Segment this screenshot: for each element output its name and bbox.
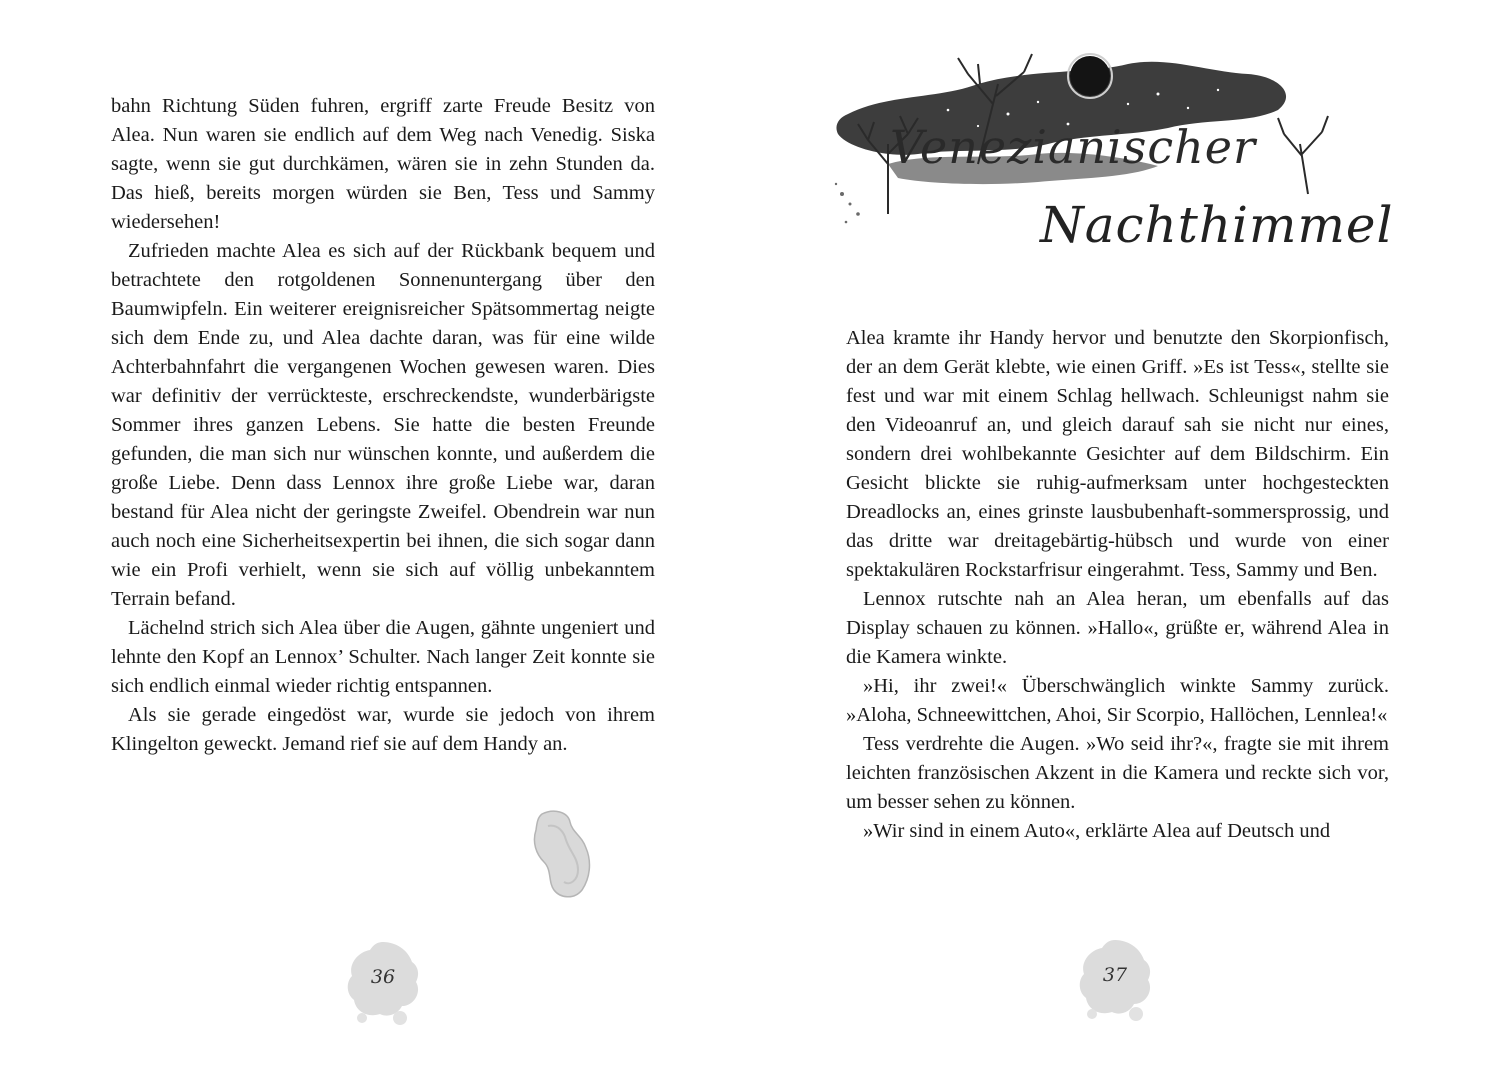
paragraph: »Hi, ihr zwei!« Überschwänglich winkte Sammy zurück. »Aloha, Schneewittchen, Ahoi, Sir Scorpio, Hallöchen, Lennlea!« bbox=[846, 675, 1389, 726]
paragraph: Tess verdrehte die Augen. »Wo seid ihr?«, fragte sie mit ihrem leichten französischen Akzent in die Kamera und reckte sich vor, um besser sehen zu können. bbox=[846, 733, 1389, 813]
right-page-text bbox=[846, 324, 1389, 846]
page-number: 36 bbox=[370, 966, 396, 988]
chapter-title-line1: Venezianischer bbox=[890, 120, 1256, 174]
page-number: 37 bbox=[1102, 964, 1128, 986]
ink-splash-decoration bbox=[528, 806, 598, 902]
page-number-badge bbox=[338, 932, 428, 1022]
paragraph: Als sie gerade eingedöst war, wurde sie jedoch von ihrem Klingelton geweckt. Jemand rief sie auf dem Handy an. bbox=[111, 704, 655, 755]
paragraph: Zufrieden machte Alea es sich auf der Rückbank bequem und betrachtete den rotgoldenen Sonnenuntergang über den Baumwipfeln. Ein weiterer ereignisreicher Spätsommertag neigte sich dem Ende zu, und Alea dachte daran, was für eine wilde Achterbahnfahrt die vergangenen Wochen gewesen waren. Dies war definitiv der verrückteste, erschreckendste, wunderbärigste Sommer ihres ganzen Lebens. Sie hatte die besten Freunde gefunden, die man sich nur wünschen konnte, und außerdem die große Liebe. Denn dass Lennox ihre große Liebe war, daran bestand für Alea nicht der geringste Zweifel. Obendrein war nun auch noch eine Sicherheitsexpertin bei ihnen, die sich sogar dann wie ein Profi verhielt, wenn sie sich auf völlig unbekanntem Terrain befand. bbox=[111, 240, 655, 610]
paragraph: Alea kramte ihr Handy hervor und benutzte den Skorpionfisch, der an dem Gerät klebte, wie einen Griff. »Es ist Tess«, stellte sie fest und war mit einem Schlag hellwach. Schleunigst nahm sie den Videoanruf an, und gleich darauf sah sie nicht nur eines, sondern drei wohlbekannte Gesichter auf dem Bildschirm. Ein Gesicht blickte sie ruhig-aufmerksam unter hochgesteckten Dreadlocks an, eines grinste lausbubenhaft-sommersprossig, und das dritte war dreitagebärtig-hübsch und wurde von einer spektakulären Rockstarfrisur eingerahmt. Tess, Sammy und Ben. bbox=[846, 327, 1389, 581]
paragraph: »Wir sind in einem Auto«, erklärte Alea auf Deutsch und bbox=[863, 820, 1331, 842]
right-page bbox=[750, 0, 1500, 1086]
left-page-text bbox=[111, 92, 655, 759]
chapter-title-line2: Nachthimmel bbox=[1040, 196, 1394, 254]
page-number-badge bbox=[1070, 930, 1160, 1020]
paragraph: Lächelnd strich sich Alea über die Augen, gähnte ungeniert und lehnte den Kopf an Lennox’ Schulter. Nach langer Zeit konnte sie sich endlich einmal wieder richtig entspannen. bbox=[111, 617, 655, 697]
paragraph: Lennox rutschte nah an Alea heran, um ebenfalls auf das Display schauen zu können. »Hallo«, grüßte er, während Alea in die Kamera winkte. bbox=[846, 588, 1389, 668]
paragraph: bahn Richtung Süden fuhren, ergriff zarte Freude Besitz von Alea. Nun waren sie endlich auf dem Weg nach Venedig. Siska sagte, wenn sie gut durchkämen, wären sie in zehn Stunden da. Das hieß, bereits morgen würden sie Ben, Tess und Sammy wiedersehen! bbox=[111, 95, 655, 233]
